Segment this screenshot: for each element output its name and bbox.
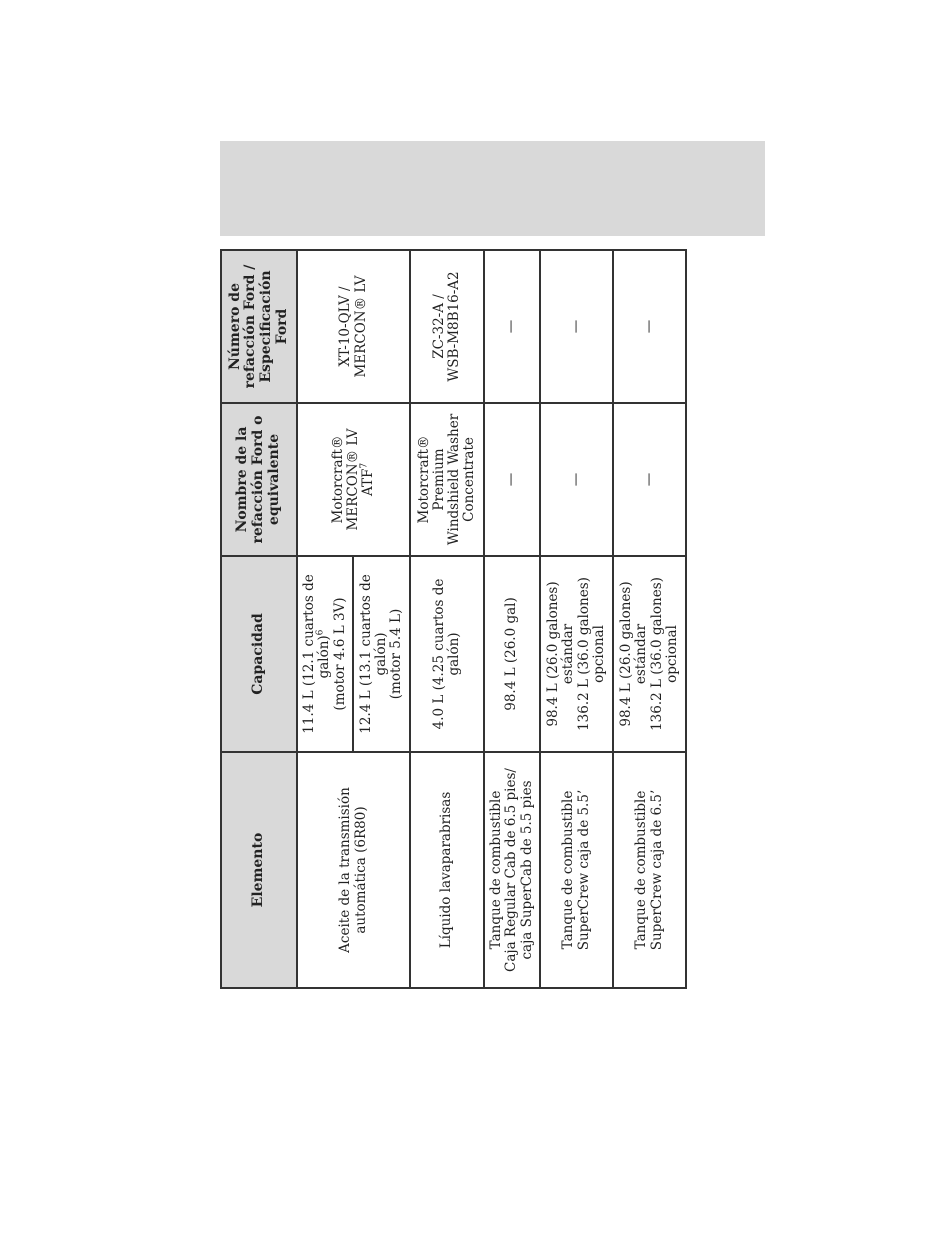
cell-numero-transmision: XT-10-QLV / MERCON® LV	[297, 250, 410, 403]
cell-numero-lavaparabrisas: ZC-32-A / WSB-M8B16-A2	[410, 250, 484, 403]
cell-capacidad-lavaparabrisas: 4.0 L (4.25 cuartos de galón)	[410, 556, 484, 752]
table-rotation-wrapper	[220, 251, 683, 989]
header-row	[221, 250, 297, 988]
cell-nombre-tanque-supercrew-55: —	[540, 403, 613, 556]
header-nombre: Nombre de la refacción Ford o equivalente	[221, 403, 297, 556]
table-row-lavaparabrisas	[410, 250, 484, 988]
cell-elemento-lavaparabrisas: Líquido lavaparabrisas	[410, 752, 484, 988]
table-row-transmision-a	[297, 250, 353, 988]
header-numero: Número de refacción Ford / Especificación Ford	[221, 250, 297, 403]
table-row-tanque-regular	[484, 250, 540, 988]
header-band	[220, 141, 765, 236]
cell-capacidad-transmision-a: 11.4 L (12.1 cuartos de galón)$^6$ (motor 4.6 L 3V)	[297, 556, 353, 752]
cell-capacidad-tanque-regular: 98.4 L (26.0 gal)	[484, 556, 540, 752]
cell-numero-tanque-supercrew-55: —	[540, 250, 613, 403]
cell-elemento-tanque-supercrew-55: Tanque de combustible SuperCrew caja de 5.5’	[540, 752, 613, 988]
cell-nombre-transmision: Motorcraft® MERCON® LV ATF$^7$	[297, 403, 410, 556]
cell-nombre-lavaparabrisas: Motorcraft® Premium Windshield Washer Concentrate	[410, 403, 484, 556]
cell-nombre-tanque-regular: —	[484, 403, 540, 556]
table-row-tanque-supercrew-55	[540, 250, 613, 988]
cell-numero-tanque-supercrew-65: —	[613, 250, 686, 403]
cell-elemento-tanque-supercrew-65: Tanque de combustible SuperCrew caja de 6.5’	[613, 752, 686, 988]
header-elemento: Elemento	[221, 752, 297, 988]
cell-elemento-tanque-regular: Tanque de combustible Caja Regular Cab de 6.5 pies/ caja SuperCab de 5.5 pies	[484, 752, 540, 988]
cell-numero-tanque-regular: —	[484, 250, 540, 403]
cell-capacidad-transmision-b: 12.4 L (13.1 cuartos de galón) (motor 5.4 L)	[353, 556, 410, 752]
specifications-table	[220, 249, 687, 989]
table-row-tanque-supercrew-65	[613, 250, 686, 988]
rotated-table-container	[220, 251, 683, 989]
cell-capacidad-tanque-supercrew-55: 98.4 L (26.0 galones) estándar 136.2 L (36.0 galones) opcional	[540, 556, 613, 752]
cell-capacidad-tanque-supercrew-65: 98.4 L (26.0 galones) estándar 136.2 L (36.0 galones) opcional	[613, 556, 686, 752]
cell-nombre-tanque-supercrew-65: —	[613, 403, 686, 556]
cell-elemento-transmision: Aceite de la transmisión automática (6R80)	[297, 752, 410, 988]
header-capacidad: Capacidad	[221, 556, 297, 752]
